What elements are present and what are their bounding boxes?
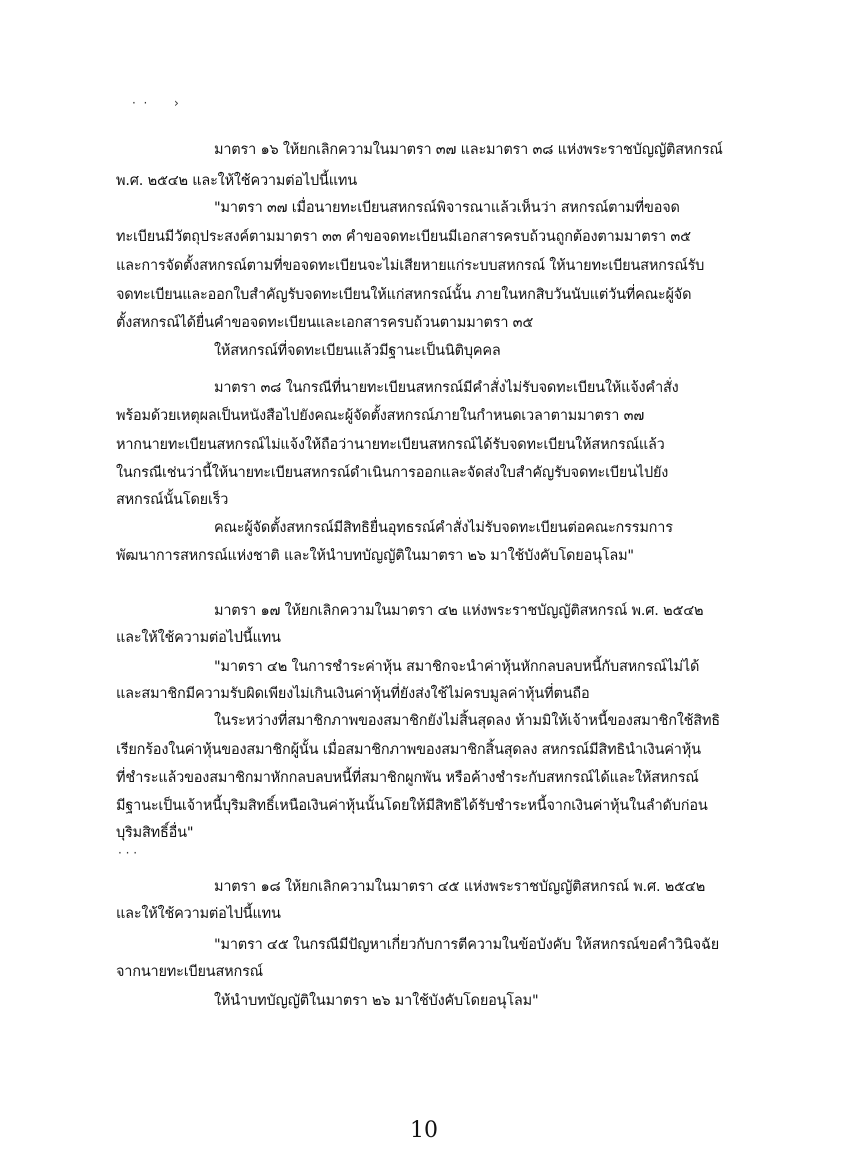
text-line: ให้นำบทบัญญัติในมาตรา ๒๖ มาใช้บังคับโดยอนุโลม" [214,993,539,1009]
text-line: ให้สหกรณ์ที่จดทะเบียนแล้วมีฐานะเป็นนิติบุคคล [214,343,501,359]
page-number: 10 [410,1118,438,1143]
text-line: และสมาชิกมีความรับผิดเพียงไม่เกินเงินค่าหุ้นที่ยังส่งใช้ไม่ครบมูลค่าหุ้นที่ตนถือ [116,686,590,702]
text-line: มาตรา ๑๘ ให้ยกเลิกความในมาตรา ๔๕ แห่งพระราชบัญญัติสหกรณ์ พ.ศ. ๒๕๔๒ [214,879,706,895]
text-line: หากนายทะเบียนสหกรณ์ไม่แจ้งให้ถือว่านายทะเบียนสหกรณ์ได้รับจดทะเบียนให้สหกรณ์แล้ว [116,437,665,453]
text-line: ที่ชำระแล้วของสมาชิกมาหักกลบลบหนี้ที่สมาชิกผูกพัน หรือค้างชำระกับสหกรณ์ได้และให้สหกรณ์ [116,770,699,786]
text-line: จากนายทะเบียนสหกรณ์ [116,964,263,980]
text-line: "มาตรา ๓๗ เมื่อนายทะเบียนสหกรณ์พิจารณาแล้วเห็นว่า สหกรณ์ตามที่ขอจด [214,200,680,216]
text-line: ทะเบียนมีวัตถุประสงค์ตามมาตรา ๓๓ คำขอจดทะเบียนมีเอกสารครบถ้วนถูกต้องตามมาตรา ๓๕ [116,229,691,245]
text-line: และการจัดตั้งสหกรณ์ตามที่ขอจดทะเบียนจะไม่เสียหายแก่ระบบสหกรณ์ ให้นายทะเบียนสหกรณ์รับ [116,258,705,274]
text-line: พัฒนาการสหกรณ์แห่งชาติ และให้นำบทบัญญัติในมาตรา ๒๖ มาใช้บังคับโดยอนุโลม" [116,548,634,564]
scan-noise: · · › [132,96,179,110]
text-line: จดทะเบียนและออกใบสำคัญรับจดทะเบียนให้แก่สหกรณ์นั้น ภายในหกสิบวันนับแต่วันที่คณะผู้จัด [116,287,692,303]
text-line: ในกรณีเช่นว่านี้ให้นายทะเบียนสหกรณ์ดำเนินการออกและจัดส่งใบสำคัญรับจดทะเบียนไปยัง [116,465,669,481]
text-line: มาตรา ๑๗ ให้ยกเลิกความในมาตรา ๔๒ แห่งพระราชบัญญัติสหกรณ์ พ.ศ. ๒๕๔๒ [214,603,704,619]
text-line: มีฐานะเป็นเจ้าหนี้บุริมสิทธิ์เหนือเงินค่าหุ้นนั้นโดยให้มีสิทธิได้รับชำระหนี้จากเงินค่าหุ้นในลำดับก่อน [116,798,708,814]
text-line: พร้อมด้วยเหตุผลเป็นหนังสือไปยังคณะผู้จัดตั้งสหกรณ์ภายในกำหนดเวลาตามมาตรา ๓๗ [116,408,645,424]
text-line: "มาตรา ๔๕ ในกรณีมีปัญหาเกี่ยวกับการตีความในข้อบังคับ ให้สหกรณ์ขอคำวินิจฉัย [214,937,719,953]
text-line: "มาตรา ๔๒ ในการชำระค่าหุ้น สมาชิกจะนำค่าหุ้นหักกลบลบหนี้กับสหกรณ์ไม่ได้ [214,659,700,675]
text-line: ตั้งสหกรณ์ได้ยื่นคำขอจดทะเบียนและเอกสารครบถ้วนตามมาตรา ๓๕ [116,315,534,331]
text-line: มาตรา ๓๘ ในกรณีที่นายทะเบียนสหกรณ์มีคำสั่งไม่รับจดทะเบียนให้แจ้งคำสั่ง [214,380,679,396]
text-line: พ.ศ. ๒๕๔๒ และให้ใช้ความต่อไปนี้แทน [116,173,357,189]
text-line: บุริมสิทธิ์อื่น" [116,825,194,841]
scan-noise: · · · [118,846,138,860]
text-line: เรียกร้องในค่าหุ้นของสมาชิกผู้นั้น เมื่อสมาชิกภาพของสมาชิกสิ้นสุดลง สหกรณ์มีสิทธินำเงินค่าหุ้น [116,742,701,758]
text-line: และให้ใช้ความต่อไปนี้แทน [116,906,281,922]
text-line: และให้ใช้ความต่อไปนี้แทน [116,630,281,646]
text-line: คณะผู้จัดตั้งสหกรณ์มีสิทธิยื่นอุทธรณ์คำสั่งไม่รับจดทะเบียนต่อคณะกรรมการ [214,520,673,536]
text-line: สหกรณ์นั้นโดยเร็ว [116,492,229,508]
text-line: มาตรา ๑๖ ให้ยกเลิกความในมาตรา ๓๗ และมาตรา ๓๘ แห่งพระราชบัญญัติสหกรณ์ [214,142,723,158]
text-line: ในระหว่างที่สมาชิกภาพของสมาชิกยังไม่สิ้นสุดลง ห้ามมิให้เจ้าหนี้ของสมาชิกใช้สิทธิ [214,713,720,729]
